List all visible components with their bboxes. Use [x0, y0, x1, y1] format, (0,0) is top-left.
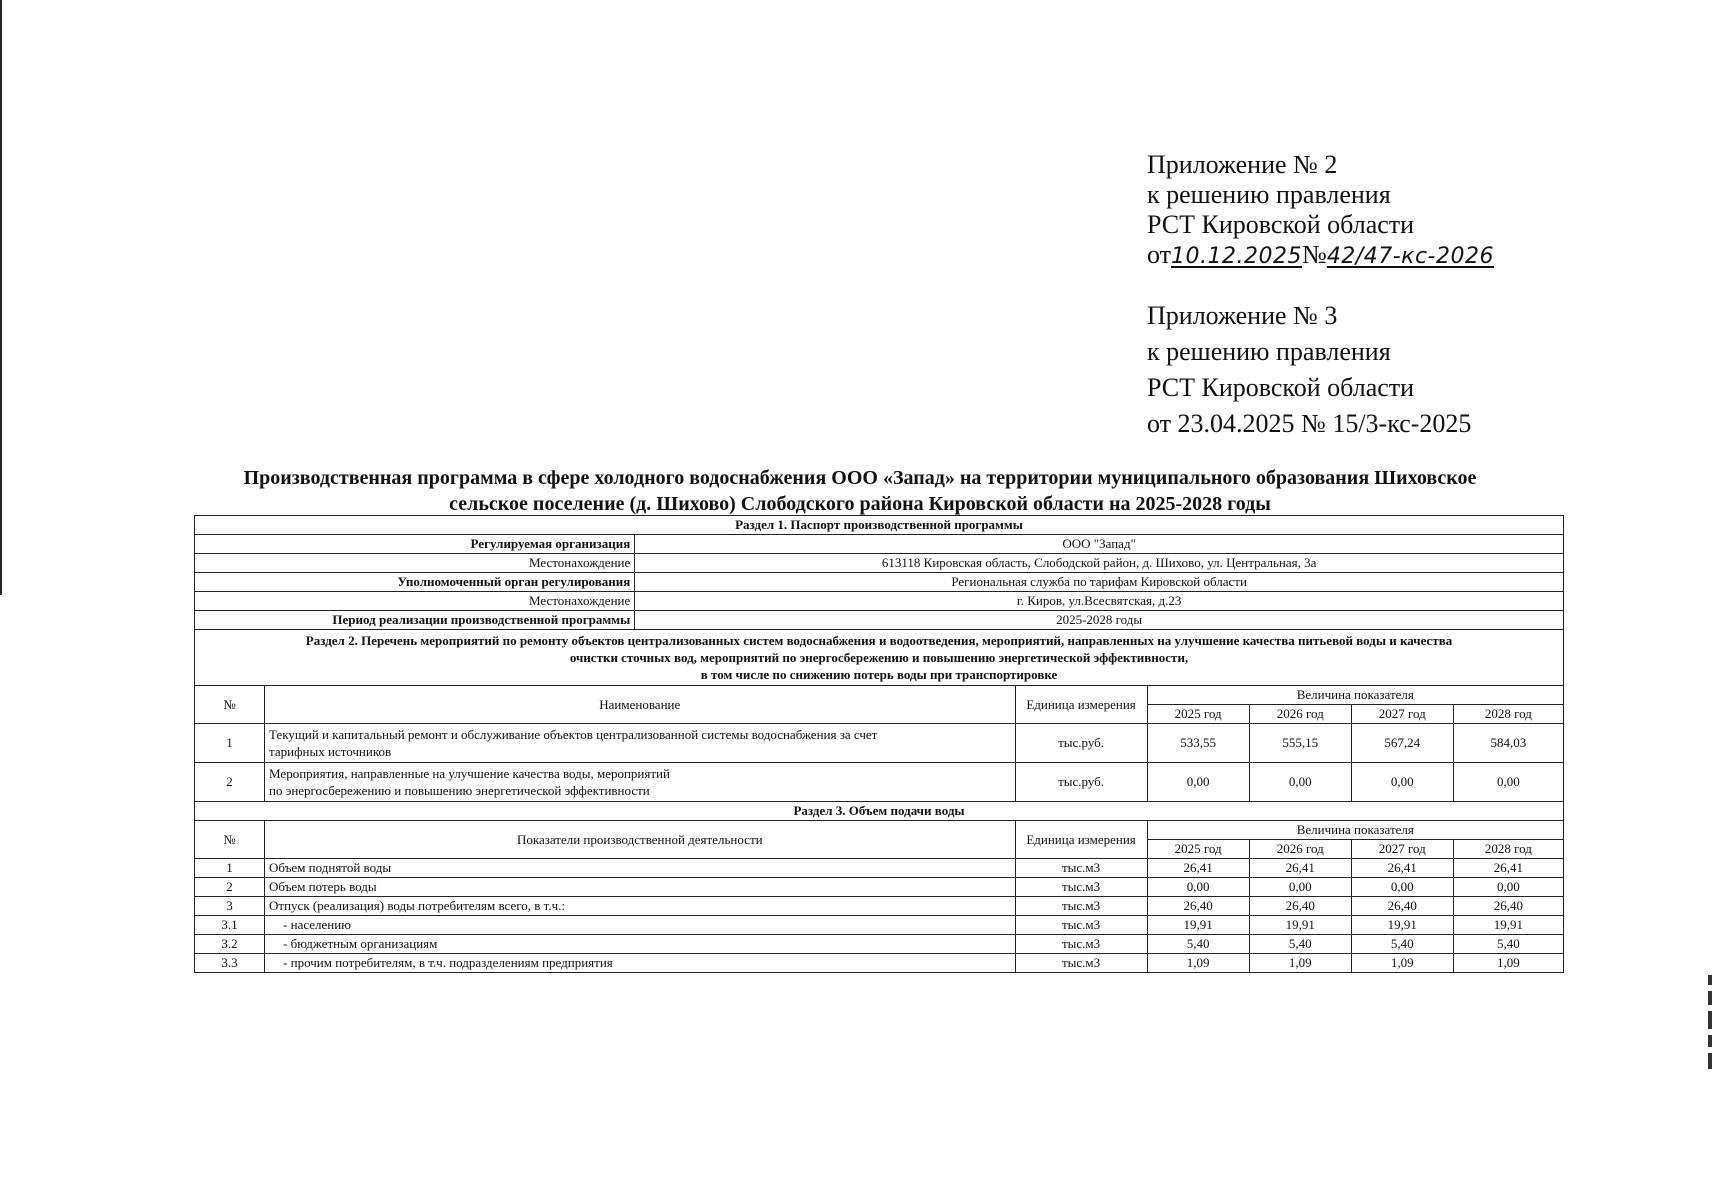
section-2-heading-line-2: очистки сточных вод, мероприятий по энергосбережению и повышению энергетической эффективности, [569, 650, 1189, 665]
col-header-no: № [195, 821, 265, 859]
row-value: 26,41 [1147, 859, 1249, 878]
appendix-2-no: № [1302, 240, 1327, 269]
row-value: 533,55 [1147, 724, 1249, 763]
row-value: 5,40 [1249, 935, 1351, 954]
table-row [195, 916, 1564, 935]
row-name: Объем потерь воды [265, 878, 1015, 897]
appendix-3-title: Приложение № 3 [1147, 301, 1338, 330]
row-name: Объем поднятой воды [265, 859, 1015, 878]
row-value: 19,91 [1249, 916, 1351, 935]
passport-value: 613118 Кировская область, Слободской район, д. Шихово, ул. Центральная, 3а [635, 554, 1564, 573]
row-value: 5,40 [1351, 935, 1453, 954]
passport-value: г. Киров, ул.Всесвятская, д.23 [635, 592, 1564, 611]
row-no: 1 [195, 859, 265, 878]
row-unit: тыс.м3 [1015, 916, 1147, 935]
row-unit: тыс.руб. [1015, 763, 1147, 802]
row-unit: тыс.м3 [1015, 954, 1147, 973]
row-value: 5,40 [1147, 935, 1249, 954]
table-row [195, 935, 1564, 954]
col-header-year: 2025 год [1147, 840, 1249, 859]
table-row [195, 954, 1564, 973]
row-name-line-2: тарифных источников [269, 744, 392, 759]
row-value: 26,41 [1453, 859, 1563, 878]
appendix-3-authority: РСТ Кировской области [1147, 373, 1415, 402]
section-1-heading-row [195, 516, 1564, 535]
table-row [195, 897, 1564, 916]
appendix-2-block [1147, 150, 1494, 272]
col-header-value: Величина показателя [1147, 821, 1563, 840]
col-header-year: 2026 год [1249, 705, 1351, 724]
section-2-heading-line-3: в том числе по снижению потерь воды при транспортировке [700, 667, 1058, 682]
row-value: 26,41 [1351, 859, 1453, 878]
passport-label: Уполномоченный орган регулирования [195, 573, 635, 592]
row-value: 567,24 [1351, 724, 1453, 763]
appendix-3-decision: к решению правления [1147, 337, 1391, 366]
row-no: 2 [195, 763, 265, 802]
table-row [195, 763, 1564, 802]
handwritten-number: 42/47-кс-2026 [1326, 244, 1494, 269]
row-value: 0,00 [1453, 763, 1563, 802]
section-3-heading-row [195, 802, 1564, 821]
row-value: 0,00 [1249, 878, 1351, 897]
row-name-line-1: Мероприятия, направленные на улучшение качества воды, мероприятий [269, 766, 670, 781]
handwritten-date: 10.12.2025 [1171, 244, 1302, 269]
row-value: 26,40 [1453, 897, 1563, 916]
col-header-year: 2027 год [1351, 705, 1453, 724]
title-line-2: сельское поселение (д. Шихово) Слободского района Кировской области на 2025-2028 годы [449, 493, 1271, 515]
appendix-3-block [1147, 298, 1471, 442]
col-header-unit: Единица измерения [1015, 821, 1147, 859]
row-no: 1 [195, 724, 265, 763]
section-3-heading: Раздел 3. Объем подачи воды [195, 802, 1564, 821]
row-unit: тыс.м3 [1015, 897, 1147, 916]
passport-row [195, 554, 1564, 573]
col-header-name: Показатели производственной деятельности [265, 821, 1015, 859]
row-value: 1,09 [1453, 954, 1563, 973]
row-value: 19,91 [1453, 916, 1563, 935]
passport-value: ООО "Запад" [635, 535, 1564, 554]
row-value: 0,00 [1351, 763, 1453, 802]
row-value: 1,09 [1249, 954, 1351, 973]
col-header-year: 2026 год [1249, 840, 1351, 859]
section-2-heading-row [195, 630, 1564, 686]
col-header-year: 2027 год [1351, 840, 1453, 859]
row-unit: тыс.руб. [1015, 724, 1147, 763]
row-value: 0,00 [1147, 763, 1249, 802]
row-value: 5,40 [1453, 935, 1563, 954]
row-value: 0,00 [1453, 878, 1563, 897]
row-unit: тыс.м3 [1015, 859, 1147, 878]
passport-row [195, 611, 1564, 630]
row-value: 0,00 [1147, 878, 1249, 897]
passport-row [195, 573, 1564, 592]
appendix-2-decision: к решению правления [1147, 180, 1391, 209]
row-value: 19,91 [1351, 916, 1453, 935]
document-title [190, 465, 1530, 517]
row-value: 26,40 [1351, 897, 1453, 916]
passport-value: Региональная служба по тарифам Кировской области [635, 573, 1564, 592]
row-value: 0,00 [1351, 878, 1453, 897]
row-value: 26,40 [1147, 897, 1249, 916]
row-no: 3.3 [195, 954, 265, 973]
section-3-header-row [195, 821, 1564, 840]
row-value: 0,00 [1249, 763, 1351, 802]
col-header-unit: Единица измерения [1015, 686, 1147, 724]
appendix-2-title: Приложение № 2 [1147, 150, 1338, 179]
row-name: - населению [265, 916, 1015, 935]
row-value: 1,09 [1351, 954, 1453, 973]
passport-label: Период реализации производственной программы [195, 611, 635, 630]
table-row [195, 724, 1564, 763]
section-2-heading [195, 630, 1564, 686]
row-no: 3.1 [195, 916, 265, 935]
section-1-heading: Раздел 1. Паспорт производственной программы [195, 516, 1564, 535]
section-2-header-row [195, 686, 1564, 705]
appendix-2-authority: РСТ Кировской области [1147, 210, 1415, 239]
passport-value: 2025-2028 годы [635, 611, 1564, 630]
row-value: 26,40 [1249, 897, 1351, 916]
title-line-1: Производственная программа в сфере холодного водоснабжения ООО «Запад» на территории муниципального образования Шиховское [243, 467, 1477, 489]
row-value: 19,91 [1147, 916, 1249, 935]
production-program-table [194, 515, 1564, 973]
row-no: 2 [195, 878, 265, 897]
table-row [195, 878, 1564, 897]
appendix-2-from: от [1147, 240, 1172, 269]
row-value: 555,15 [1249, 724, 1351, 763]
row-value: 1,09 [1147, 954, 1249, 973]
passport-label: Регулируемая организация [195, 535, 635, 554]
row-name-line-1: Текущий и капитальный ремонт и обслуживание объектов централизованной системы водоснабжения за счет [269, 727, 878, 742]
passport-row [195, 592, 1564, 611]
appendix-2-date-number [1147, 240, 1494, 272]
row-unit: тыс.м3 [1015, 935, 1147, 954]
row-value: 584,03 [1453, 724, 1563, 763]
col-header-value: Величина показателя [1147, 686, 1563, 705]
row-name-line-2: по энергосбережению и повышению энергетической эффективности [269, 783, 650, 798]
passport-label: Местонахождение [195, 554, 635, 573]
col-header-year: 2028 год [1453, 840, 1563, 859]
col-header-no: № [195, 686, 265, 724]
section-2-heading-line-1: Раздел 2. Перечень мероприятий по ремонту объектов централизованных систем водоснабжения и водоотведения, мероприятий, направленных на улучшение качества питьевой воды и качества [305, 633, 1453, 648]
row-name: - прочим потребителям, в т.ч. подразделениям предприятия [265, 954, 1015, 973]
row-no: 3.2 [195, 935, 265, 954]
row-value: 26,41 [1249, 859, 1351, 878]
row-name [265, 763, 1015, 802]
scan-edge-marks [1708, 975, 1714, 1085]
col-header-name: Наименование [265, 686, 1015, 724]
row-name: - бюджетным организациям [265, 935, 1015, 954]
scan-edge-line [0, 0, 2, 595]
row-no: 3 [195, 897, 265, 916]
passport-row [195, 535, 1564, 554]
appendix-3-date-number: от 23.04.2025 № 15/3-кс-2025 [1147, 409, 1472, 438]
passport-label: Местонахождение [195, 592, 635, 611]
row-name [265, 724, 1015, 763]
col-header-year: 2025 год [1147, 705, 1249, 724]
col-header-year: 2028 год [1453, 705, 1563, 724]
row-unit: тыс.м3 [1015, 878, 1147, 897]
table-row [195, 859, 1564, 878]
row-name: Отпуск (реализация) воды потребителям всего, в т.ч.: [265, 897, 1015, 916]
